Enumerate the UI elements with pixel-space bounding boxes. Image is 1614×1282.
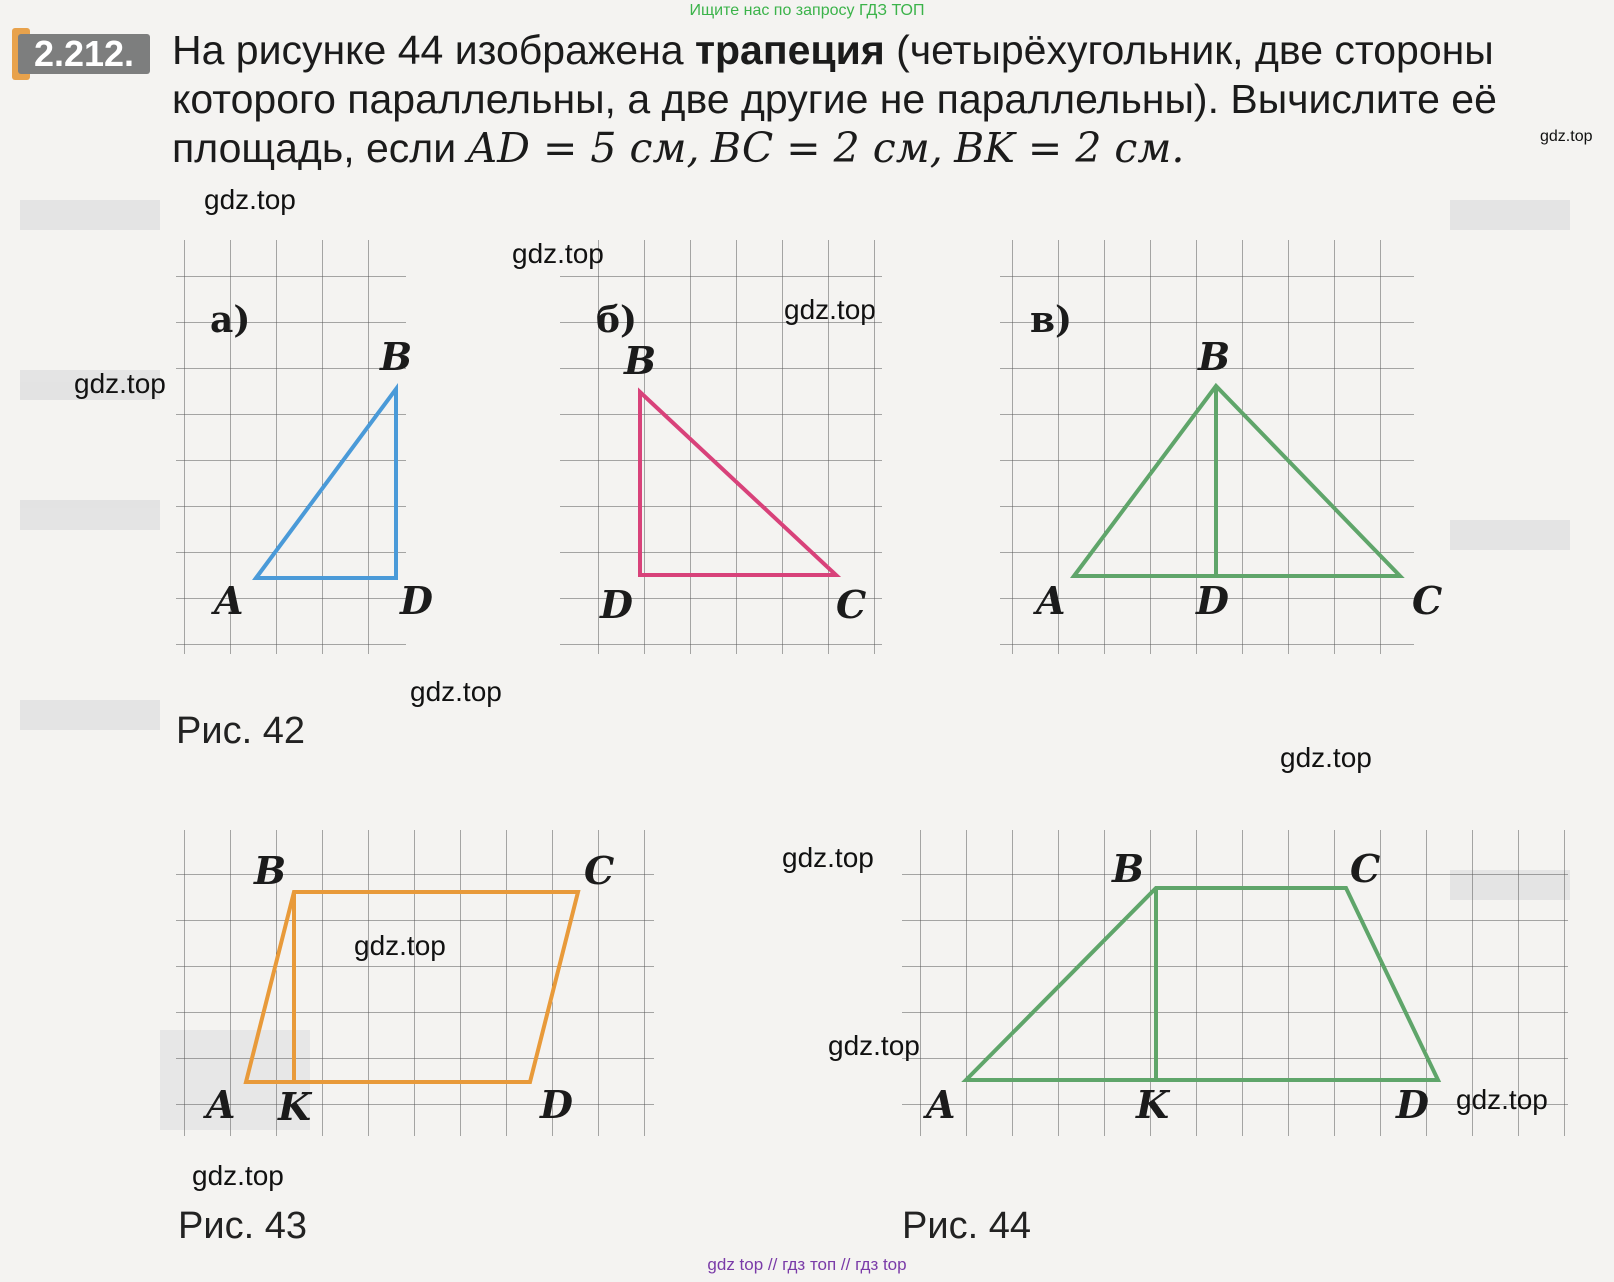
fig42a-point-b: B [380, 334, 413, 379]
top-banner[interactable]: Ищите нас по запросу ГДЗ ТОП [689, 2, 925, 19]
fig42a-label: а) [210, 299, 251, 341]
fig44-point-a: A [926, 1082, 956, 1127]
watermark: gdz.top [410, 676, 502, 707]
caption-fig42: Рис. 42 [176, 710, 305, 752]
fig43-point-d: D [540, 1082, 573, 1127]
fig42v-point-d: D [1196, 578, 1229, 623]
caption-fig43: Рис. 43 [178, 1205, 307, 1247]
fig42b-point-d: D [600, 582, 633, 627]
watermark: gdz.top [512, 238, 604, 269]
fig42b-label: б) [596, 299, 638, 341]
fig44-point-k: K [1136, 1082, 1170, 1127]
watermark: gdz.top [192, 1160, 284, 1191]
fig42b-point-b: B [624, 338, 657, 383]
bottom-banner[interactable]: gdz top // гдз топ // гдз top [707, 1255, 907, 1274]
watermark: gdz.top [1456, 1084, 1548, 1115]
caption-fig44: Рис. 44 [902, 1205, 1031, 1247]
watermark: gdz.top [74, 368, 166, 399]
condition-ad: AD = 5 см, [467, 124, 700, 172]
fig42a-point-d: D [400, 578, 433, 623]
watermark: gdz.top [354, 930, 446, 961]
fig42v-label: в) [1030, 299, 1073, 341]
fig42a-point-a: A [214, 578, 244, 623]
task-number-badge: 2.212. [18, 34, 150, 74]
fig43-point-k: K [278, 1084, 312, 1129]
fig43 [176, 830, 654, 1136]
fig44-point-c: C [1350, 846, 1381, 891]
watermark: gdz.top [1280, 742, 1372, 773]
watermark-small: gdz.top [1540, 128, 1593, 145]
fig43-point-c: C [584, 848, 615, 893]
condition-bc: BC = 2 см, [710, 124, 943, 172]
fig42v-point-c: C [1412, 578, 1443, 623]
watermark: gdz.top [828, 1030, 920, 1061]
watermark: gdz.top [782, 842, 874, 873]
problem-text-before: На рисунке 44 изображена [172, 27, 695, 73]
fig44-point-b: B [1112, 846, 1145, 891]
fig42v-point-b: B [1198, 334, 1231, 379]
problem-term: трапеция [694, 27, 885, 73]
problem-text-after: (четырёхугольник, две стороны которого параллельны, а две другие не параллельны). Вычислите её площадь, если [172, 27, 1497, 171]
fig43-point-b: B [254, 848, 287, 893]
fig43-point-a: A [206, 1082, 236, 1127]
watermark: gdz.top [204, 184, 296, 215]
fig44-point-d: D [1396, 1082, 1429, 1127]
condition-bk: BK = 2 см. [954, 124, 1185, 172]
watermark: gdz.top [784, 294, 876, 325]
fig42v-point-a: A [1036, 578, 1066, 623]
fig42b-point-c: C [836, 582, 867, 627]
